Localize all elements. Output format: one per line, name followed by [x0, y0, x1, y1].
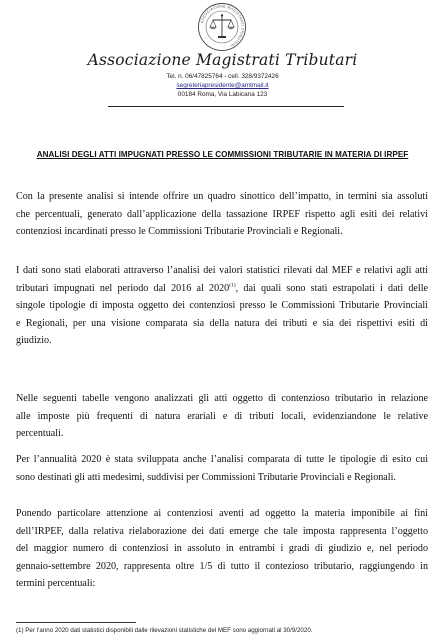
- paragraph-2020-analysis: [16, 451, 428, 486]
- text-line: giudizio.: [16, 335, 52, 347]
- paragraph-tables-intro: [16, 390, 428, 443]
- footnote-divider: [16, 622, 136, 623]
- association-seal-logo: [197, 2, 247, 52]
- text-line: termini percentuali:: [16, 578, 96, 590]
- association-name: Associazione Magistrati Tributari: [87, 51, 358, 69]
- text-line: del maggior numero di contenziosi in assoluto in entrambi i gradi di giudizio e, nel periodo: [16, 543, 428, 555]
- text-line: Per l’annualità 2020 è stata sviluppata anche l’analisi comparata di tutte le tipologie di esito cui: [16, 454, 428, 465]
- svg-text:ASSOCIAZIONE MAGISTRATI TRIBUT: ASSOCIAZIONE MAGISTRATI TRIBUTARI: [199, 4, 245, 48]
- text-line: alle imposte più frequenti di natura erariali e di tributi locali, evidenziandone le relative: [16, 410, 428, 422]
- text-line: percentuali.: [16, 428, 64, 440]
- text-line: che percentuali, generato dall’applicazione della tassazione IRPEF rispetto agli esiti dei relativi: [16, 208, 428, 220]
- text-line: gennaio-settembre 2020, rappresenta oltre 1/5 di tutto il contezioso tributario, raggiungendo in: [16, 560, 428, 572]
- text-line-with-footnote: [16, 280, 428, 298]
- paragraph-intro: [16, 188, 428, 241]
- letterhead-divider: [108, 106, 344, 107]
- contact-email-link[interactable]: segreteriapresidente@amtmail.it: [176, 82, 269, 89]
- text-line: e Regionali, per una visione comparata sia della natura dei tributi e sia dei rispettivi esiti di: [16, 317, 428, 329]
- contact-address: 00184 Roma, Via Labicana 123: [177, 91, 268, 98]
- text-segment: tributari impugnati nel periodo dal 2016 al 2020: [16, 282, 230, 294]
- text-line: Nelle seguenti tabelle vengono analizzati gli atti oggetto di contenzioso tributario in relazione: [16, 393, 428, 404]
- text-line: dell’IRPEF, dalla relativa rielaborazione dei dati emerge che tale imposta rappresenta l’oggetto: [16, 525, 428, 537]
- paragraph-irpef-focus: [16, 505, 428, 593]
- document-title: ANALISI DEGLI ATTI IMPUGNATI PRESSO LE COMMISSIONI TRIBUTARIE IN MATERIA DI IRPEF: [36, 150, 409, 159]
- footnote-marker: (1): [16, 627, 24, 634]
- contact-phone: Tel. n. 06/47825764 - cell. 328/9372426: [166, 73, 279, 80]
- paragraph-data-source: [16, 262, 428, 350]
- text-line: sono destinati gli atti medesimi, suddivisi per Commissioni Tributarie Provinciali e Regionali.: [16, 471, 396, 483]
- text-segment: , dai quali sono stati estrapolati i dati delle: [235, 282, 429, 294]
- text-line: contenziosi incardinati presso le Commissioni Tributarie Provinciali e Regionali.: [16, 226, 343, 238]
- footnote-reference[interactable]: (1): [229, 282, 236, 289]
- text-line: singole tipologie di imposta oggetto dei contenziosi presso le Commissioni Tributarie Provinciali: [16, 300, 428, 312]
- text-line: I dati sono stati elaborati attraverso l’analisi dei valori statistici rilevati dal MEF e relativi agli atti: [16, 265, 428, 276]
- footnote-text: Per l’anno 2020 dati statistici disponibili dalle rilevazioni statistiche del MEF sono aggiornati al 30/9/2020.: [23, 627, 313, 634]
- text-line: Ponendo particolare attenzione ai contenziosi aventi ad oggetto la materia imponibile ai fini: [16, 508, 428, 519]
- text-line: Con la presente analisi si intende offrire un quadro sinottico dell’impatto, in termini sia assoluti: [16, 191, 428, 202]
- footnote: [16, 627, 312, 634]
